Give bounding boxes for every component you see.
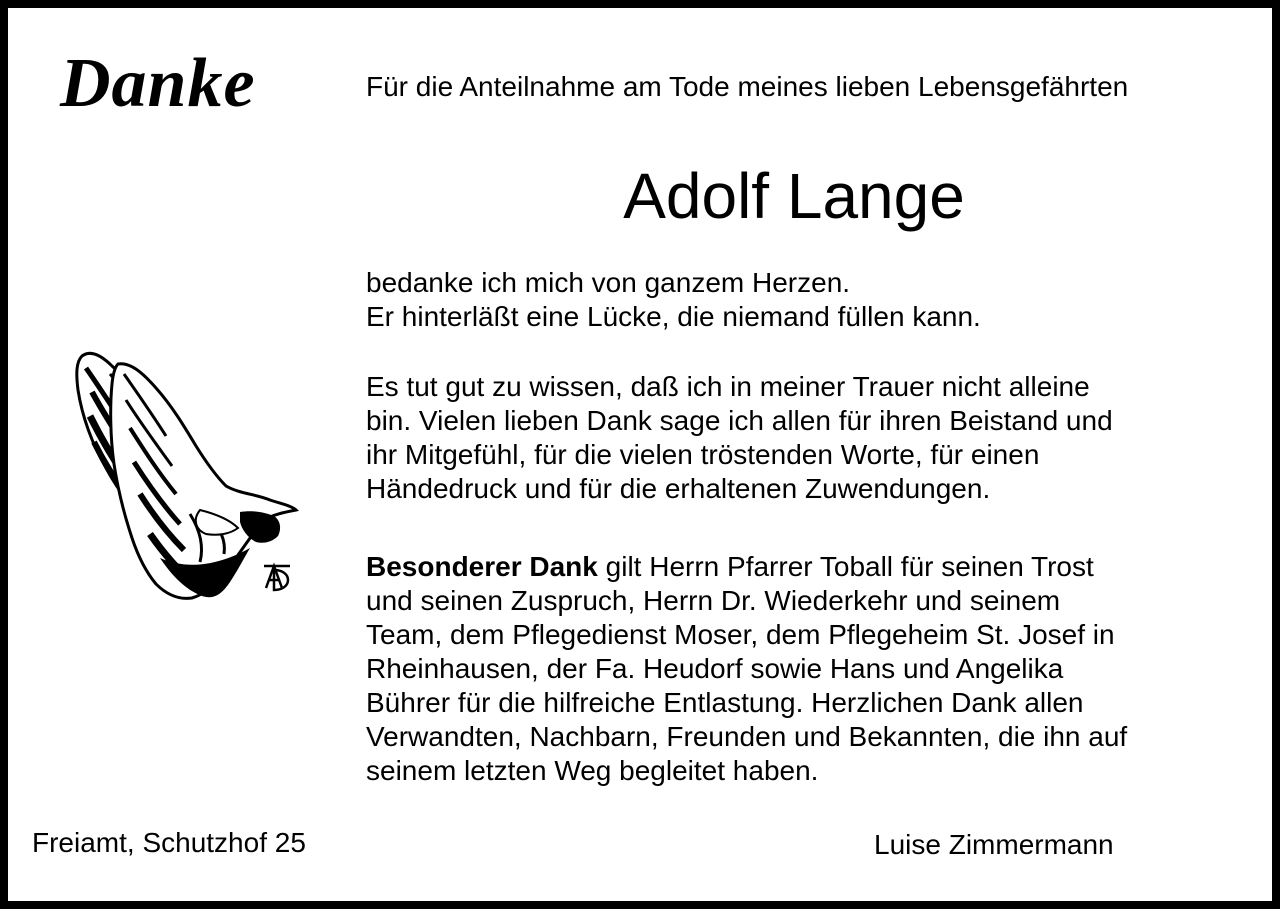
special-thanks-label: Besonderer Dank [366, 551, 598, 582]
text-line: bedanke ich mich von ganzem Herzen. [366, 267, 851, 298]
text-line: und seinen Zuspruch, Herrn Dr. Wiederkehr und seinem [366, 585, 1061, 616]
paragraph-special-thanks [366, 550, 1127, 788]
address: Freiamt, Schutzhof 25 [32, 827, 306, 858]
text-line [366, 550, 1127, 584]
text-fragment: gilt Herrn Pfarrer Toball für seinen Trost [597, 551, 1094, 582]
paragraph-support [366, 370, 1113, 506]
paragraph-thanks [366, 266, 981, 334]
monogram-mark [264, 566, 290, 590]
thanks-heading: Danke [60, 45, 256, 122]
praying-hands-icon [60, 344, 300, 608]
text-line: Er hinterläßt eine Lücke, die niemand füllen kann. [366, 301, 981, 332]
text-line: bin. Vielen lieben Dank sage ich allen für ihren Beistand und [366, 405, 1113, 436]
text-line: ihr Mitgefühl, für die vielen tröstenden Worte, für einen [366, 439, 1040, 470]
text-line: Es tut gut zu wissen, daß ich in meiner Trauer nicht alleine [366, 371, 1090, 402]
deceased-name: Adolf Lange [623, 160, 965, 232]
text-line: Händedruck und für die erhaltenen Zuwendungen. [366, 473, 991, 504]
intro-line: Für die Anteilnahme am Tode meines lieben Lebensgefährten [366, 71, 1129, 102]
text-line: Bührer für die hilfreiche Entlastung. Herzlichen Dank allen [366, 687, 1084, 718]
text-line: Team, dem Pflegedienst Moser, dem Pflegeheim St. Josef in [366, 619, 1115, 650]
text-line: Verwandten, Nachbarn, Freunden und Bekannten, die ihn auf [366, 721, 1128, 752]
text-line: seinem letzten Weg begleitet haben. [366, 755, 819, 786]
text-line: Rheinhausen, der Fa. Heudorf sowie Hans und Angelika [366, 653, 1064, 684]
signature: Luise Zimmermann [874, 829, 1114, 860]
